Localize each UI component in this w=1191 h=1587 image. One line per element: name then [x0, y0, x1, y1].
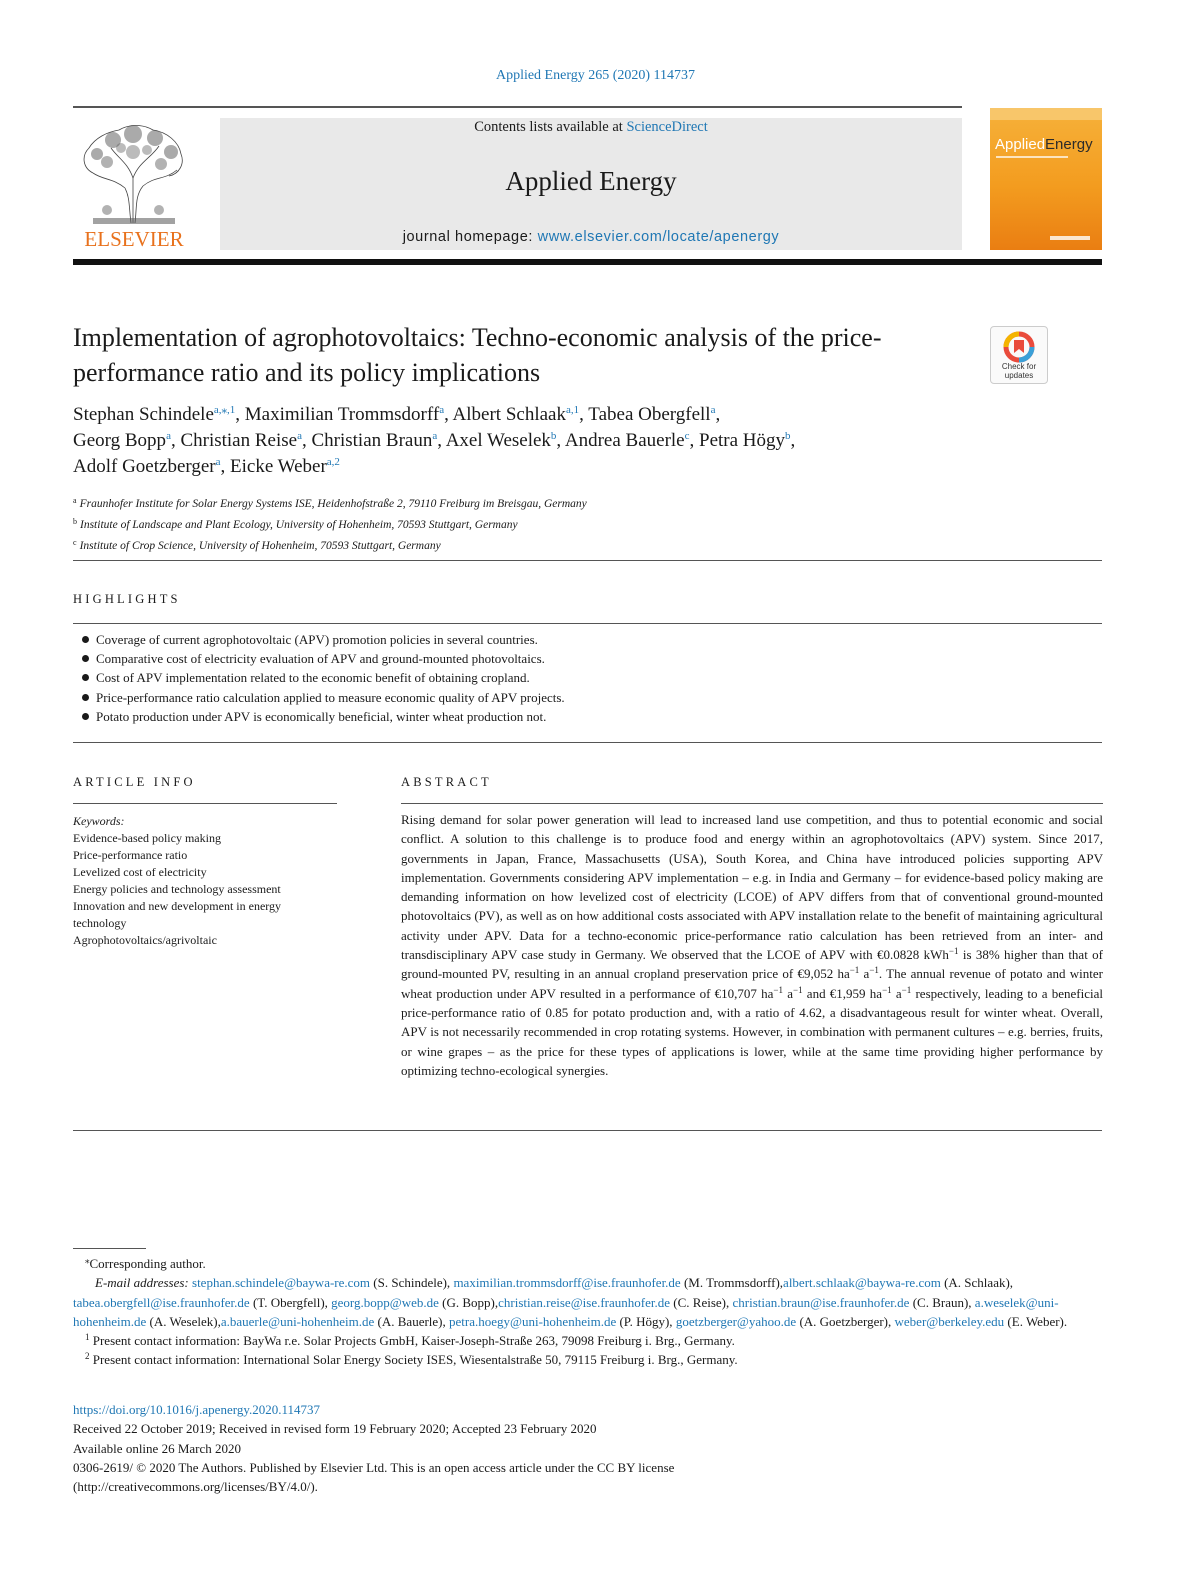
author-name: Georg Bopp — [73, 430, 167, 451]
homepage-link[interactable]: www.elsevier.com/locate/apenergy — [537, 229, 780, 245]
journal-citation-link[interactable]: Applied Energy 265 (2020) 114737 — [495, 68, 696, 83]
abstract-heading: ABSTRACT — [401, 775, 492, 789]
highlight-item: Potato production under APV is economically beneficial, winter wheat production not. — [82, 707, 1092, 726]
abstract-segment: a — [782, 985, 793, 1001]
author-affiliation-mark[interactable]: b — [550, 430, 557, 442]
author[interactable] — [699, 430, 791, 451]
paper-title: Implementation of agrophotovoltaics: Techno-economic analysis of the price-performance ratio and its policy implications — [73, 323, 882, 387]
email-link[interactable]: georg.bopp@web.de — [331, 1294, 439, 1310]
author-separator: , — [556, 430, 565, 451]
license-url: (http://creativecommons.org/licenses/BY/4.0/). — [73, 1479, 318, 1495]
author[interactable] — [446, 430, 557, 451]
highlight-item: Comparative cost of electricity evaluation of APV and ground-mounted photovoltaics. — [82, 649, 1092, 668]
author-name: Tabea Obergfell — [588, 404, 711, 425]
email-owner: (G. Bopp), — [438, 1294, 499, 1310]
author-name: Albert Schlaak — [452, 404, 566, 425]
author[interactable] — [245, 404, 444, 425]
keywords-block — [73, 813, 337, 949]
contents-line — [220, 119, 962, 136]
author-name: Axel Weselek — [445, 430, 551, 451]
elsevier-tree-icon — [73, 118, 195, 250]
abstract-segment: . The annual revenue of potato and winter wheat production under APV resulted in a performance of €10,707 ha — [401, 966, 1103, 1001]
email-owner: (A. Bauerle), — [374, 1313, 450, 1329]
author-separator: , — [579, 404, 589, 425]
affiliation-text: Fraunhofer Institute for Solar Energy Systems ISE, Heidenhofstraße 2, 79110 Freiburg im Breisgau, Germany — [79, 498, 587, 510]
author-separator: , — [235, 404, 245, 425]
email-link[interactable]: albert.schlaak@baywa-re.com — [783, 1275, 941, 1291]
author-affiliation-mark[interactable]: a — [166, 430, 171, 442]
corresponding-text: Corresponding author. — [89, 1256, 206, 1271]
author-affiliation-mark[interactable]: a,2 — [326, 456, 340, 468]
affiliation — [73, 534, 973, 555]
email-link[interactable]: petra.hoegy@uni-hohenheim.de — [449, 1313, 617, 1329]
author[interactable] — [73, 404, 235, 425]
abstract-segment: a — [891, 985, 902, 1001]
footnote-2 — [73, 1350, 1113, 1369]
email-owner: (A. Schlaak), — [940, 1275, 1014, 1291]
highlight-item: Cost of APV implementation related to the economic benefit of obtaining cropland. — [82, 668, 1092, 687]
author-affiliation-mark[interactable]: c — [684, 430, 690, 442]
keywords-list — [73, 830, 337, 949]
keyword-item: Evidence-based policy making — [73, 831, 221, 845]
abstract-superscript: −1 — [882, 984, 892, 995]
email-addresses — [73, 1273, 1113, 1331]
journal-cover-image — [990, 108, 1102, 250]
affiliation-text: Institute of Crop Science, University of Hohenheim, 70593 Stuttgart, Germany — [79, 540, 441, 552]
doi-link[interactable]: https://doi.org/10.1016/j.apenergy.2020.114737 — [73, 1402, 320, 1417]
author-separator: , — [170, 430, 181, 451]
keyword-item: Agrophotovoltaics/agrivoltaic — [73, 933, 217, 947]
abstract-segment: is 38% higher than that of ground-mounted PV, resulting in an annual cropland preservation price of €9,052 ha — [401, 947, 1103, 982]
homepage-line — [220, 229, 962, 245]
email-link[interactable]: goetzberger@yahoo.de — [675, 1313, 797, 1329]
svg-text:AppliedEnergy: AppliedEnergy — [995, 136, 1093, 153]
highlights-list — [82, 630, 1092, 726]
footnotes — [73, 1254, 1113, 1370]
author-name: Adolf Goetzberger — [73, 456, 216, 477]
abstract-superscript: −1 — [793, 984, 803, 995]
email-link[interactable]: maximilian.trommsdorff@ise.fraunhofer.de — [453, 1275, 681, 1291]
author-separator: , — [220, 456, 231, 477]
author-name: Maximilian Trommsdorff — [244, 404, 440, 425]
author-name: Christian Reise — [180, 430, 298, 451]
highlights-rule-bottom — [73, 742, 1102, 743]
email-owner: (A. Goetzberger), — [796, 1313, 895, 1329]
abstract-superscript: −1 — [849, 965, 860, 976]
affiliation-mark: b — [73, 517, 77, 526]
abstract-superscript: −1 — [901, 984, 912, 995]
abstract-rule — [401, 803, 1103, 804]
keyword-item: Energy policies and technology assessment — [73, 882, 281, 896]
author-name: Christian Braun — [311, 430, 433, 451]
header-thick-rule — [73, 259, 1102, 265]
email-link[interactable]: a.bauerle@uni-hohenheim.de — [220, 1313, 375, 1329]
email-owner: (A. Weselek), — [146, 1313, 221, 1329]
author-separator: , — [790, 430, 796, 451]
author[interactable] — [311, 430, 437, 451]
author[interactable] — [73, 456, 221, 477]
abstract-segment: Rising demand for solar power generation will lead to increased land use competition, and thus to potential economic and social conflict. A solution to this challenge is to produce food and energy within an agrophotovoltaics (APV) system. Since 2017, governments in Japan, France, Massachusetts (USA), South Korea, and China have introduced policies supporting APV implementation. Governments considering APV implementation – e.g. in India and Germany – for evidence-based policy making are demanding information on how levelized cost of electricity (LCOE) of APV differs from that of conventional ground-mounted photovoltaics (PV), as well as on how additional costs associated with APV installation relate to the benefit of maintaining agricultural activity under APV. Data for a techno-economic price-performance ratio calculation has been retrieved from an inter- and transdisciplinary APV case study in Germany. We observed that the LCOE of APV with €0.0828 kWh — [401, 812, 1103, 963]
author-affiliation-mark[interactable]: a — [297, 430, 302, 442]
author-separator: , — [444, 404, 453, 425]
abstract-segment: respectively, leading to a beneficial price-performance ratio of 0.85 for potato production and, with a ratio of 4.62, a disadvantageous result for winter wheat. Overall, APV is not necessarily recommended in crop rotating systems. However, in combination with permanent cultures – e.g. berries, fruits, or wine grapes – as the price for these types of applications is lower, while at the same time providing higher performance by optimizing techno-ecological synergies. — [401, 985, 1104, 1078]
corresponding-note — [73, 1254, 1113, 1273]
author-name: Stephan Schindele — [73, 404, 214, 425]
affiliations — [73, 492, 973, 555]
abstract-superscript: −1 — [773, 984, 783, 995]
footnote-rule — [73, 1248, 146, 1249]
email-owner: (M. Trommsdorff), — [680, 1275, 784, 1291]
email-link[interactable]: christian.braun@ise.fraunhofer.de — [732, 1294, 910, 1310]
author-affiliation-mark[interactable]: b — [785, 430, 791, 442]
sciencedirect-link[interactable]: ScienceDirect — [626, 119, 708, 135]
highlights-heading: HIGHLIGHTS — [73, 592, 181, 606]
author-list — [73, 402, 993, 480]
abstract-text — [401, 810, 1103, 1080]
email-owner: (T. Obergfell), — [249, 1294, 332, 1310]
keyword-item: Levelized cost of electricity — [73, 865, 207, 879]
available-online: Available online 26 March 2020 — [73, 1440, 241, 1456]
contents-prefix: Contents lists available at — [474, 119, 627, 135]
author-affiliation-mark[interactable]: a — [432, 430, 438, 442]
abstract-superscript: −1 — [948, 946, 959, 957]
article-info-rule — [73, 803, 337, 804]
email-link[interactable]: stephan.schindele@baywa-re.com — [192, 1275, 371, 1291]
author[interactable] — [453, 404, 580, 425]
author-affiliation-mark[interactable]: a,⁎,1 — [213, 404, 236, 416]
email-label: E-mail addresses: — [95, 1275, 189, 1291]
received-dates: Received 22 October 2019; Received in revised form 19 February 2020; Accepted 23 February 2020 — [73, 1421, 597, 1437]
author-separator: , — [301, 430, 312, 451]
license-text: 0306-2619/ © 2020 The Authors. Published by Elsevier Ltd. This is an open access article under the CC BY license — [73, 1459, 675, 1475]
keywords-label: Keywords: — [73, 814, 125, 828]
top-rule — [73, 106, 962, 108]
email-owner: (C. Reise), — [670, 1294, 733, 1310]
affiliation — [73, 513, 973, 534]
abstract-segment: a — [859, 966, 870, 982]
author-name: Eicke Weber — [230, 456, 327, 477]
author[interactable] — [230, 456, 340, 477]
abstract-segment: and €1,959 ha — [802, 985, 883, 1001]
author-affiliation-mark[interactable]: a — [215, 456, 221, 468]
check-for-updates-button[interactable] — [990, 326, 1048, 384]
article-info-heading: ARTICLE INFO — [73, 775, 196, 789]
author-name: Andrea Bauerle — [564, 430, 685, 451]
email-link[interactable]: christian.reise@ise.fraunhofer.de — [498, 1294, 671, 1310]
footnote-1 — [73, 1331, 1113, 1350]
footnote-2-text: Present contact information: International Solar Energy Society ISES, Wiesentalstraße 50, 79115 Freiburg i. Brg., Germany. — [92, 1352, 738, 1368]
footnote-1-text: Present contact information: BayWa r.e. Solar Projects GmbH, Kaiser-Joseph-Straße 263, 79098 Freiburg i. Brg., Germany. — [92, 1333, 735, 1349]
homepage-prefix: journal homepage: — [402, 229, 538, 245]
elsevier-logo — [73, 118, 195, 250]
author-name: Petra Högy — [699, 430, 786, 451]
svg-text:ELSEVIER: ELSEVIER — [84, 227, 184, 250]
email-owner: (P. Högy), — [616, 1313, 676, 1329]
email-owner: (C. Braun), — [909, 1294, 975, 1310]
footnote-2-mark: 2 — [85, 1351, 90, 1362]
author-separator: , — [437, 430, 446, 451]
email-owner: (E. Weber). — [1004, 1313, 1068, 1329]
abstract-bottom-rule — [73, 1130, 1102, 1131]
affiliation-mark: c — [73, 538, 77, 547]
author-affiliation-mark[interactable]: a — [439, 404, 445, 416]
email-link[interactable]: weber@berkeley.edu — [894, 1313, 1005, 1329]
author-affiliation-mark[interactable]: a — [710, 404, 716, 416]
publication-info — [73, 1400, 1113, 1496]
affiliation-mark: a — [73, 496, 77, 505]
author[interactable] — [565, 430, 690, 451]
email-link[interactable]: tabea.obergfell@ise.fraunhofer.de — [73, 1294, 250, 1310]
keyword-item: Price-performance ratio — [73, 848, 188, 862]
author-separator: , — [689, 430, 700, 451]
author-affiliation-mark[interactable]: a,1 — [565, 404, 580, 416]
footnote-1-mark: 1 — [85, 1332, 90, 1343]
affiliation — [73, 492, 973, 513]
abstract-superscript: −1 — [869, 965, 879, 976]
corresponding-mark: ⁎ — [85, 1255, 90, 1265]
affiliation-text: Institute of Landscape and Plant Ecology, University of Hohenheim, 70593 Stuttgart, Germany — [80, 519, 518, 531]
highlight-item: Coverage of current agrophotovoltaic (APV) promotion policies in several countries. — [82, 630, 1092, 649]
journal-title: Applied Energy — [505, 166, 677, 196]
email-link[interactable]: a.weselek@uni-hohenheim.de — [73, 1294, 1059, 1329]
author[interactable] — [588, 404, 715, 425]
section-rule — [73, 560, 1102, 561]
highlights-rule-top — [73, 623, 1102, 624]
check-for-updates-label: Check for updates — [1001, 362, 1037, 380]
email-owner: (S. Schindele), — [370, 1275, 454, 1291]
author[interactable] — [73, 430, 171, 451]
journal-cover — [990, 108, 1102, 250]
author[interactable] — [180, 430, 302, 451]
author-separator: , — [715, 404, 721, 425]
highlight-item: Price-performance ratio calculation applied to measure economic quality of APV projects. — [82, 688, 1092, 707]
keyword-item: Innovation and new development in energy technology — [73, 899, 282, 930]
